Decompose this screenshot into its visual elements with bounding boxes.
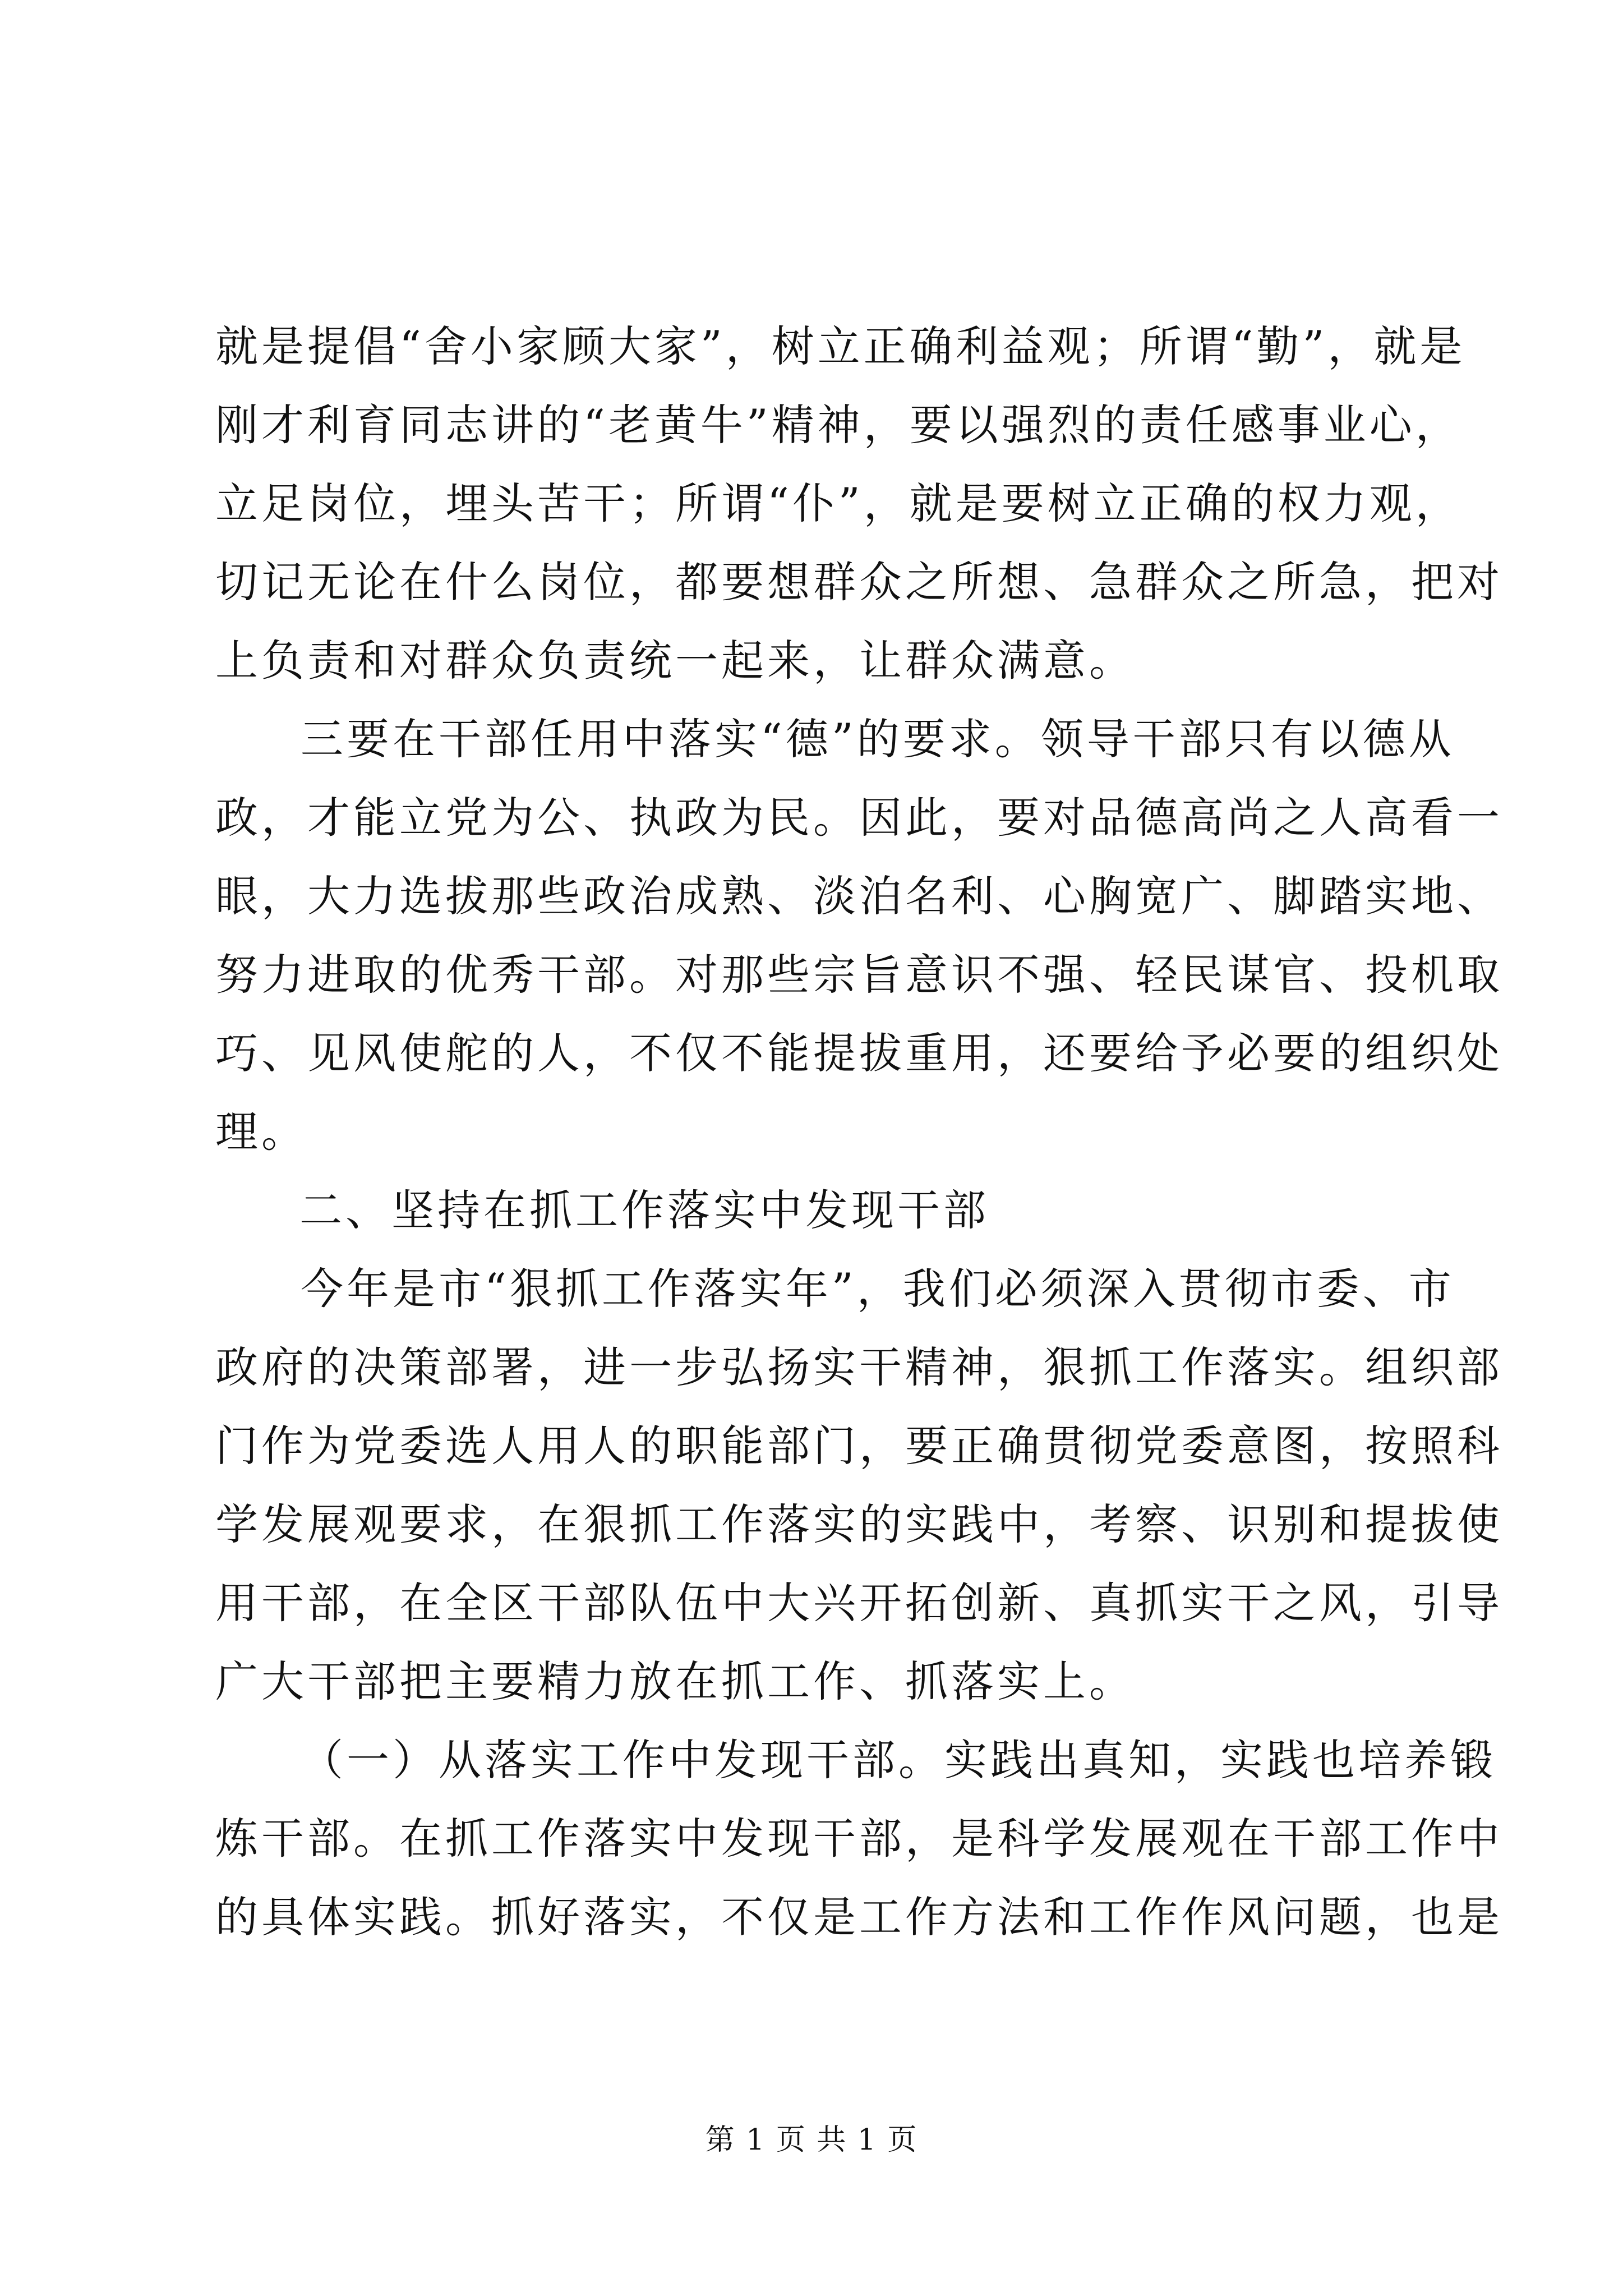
text-line: 努力进取的优秀干部。对那些宗旨意识不强、轻民谋官、投机取 [215,950,1503,1000]
text-line: 就是提倡“舍小家顾大家”，树立正确利益观；所谓“勤”，就是 [215,321,1466,371]
text-line: 政府的决策部署，进一步弘扬实干精神，狠抓工作落实。组织部 [215,1342,1503,1392]
text-line: 理。 [215,1107,307,1157]
text-line: 政，才能立党为公、执政为民。因此，要对品德高尚之人高看一 [215,793,1503,843]
text-line: 炼干部。在抓工作落实中发现干部，是科学发展观在干部工作中 [215,1814,1503,1864]
text-line: 学发展观要求，在狠抓工作落实的实践中，考察、识别和提拔使 [215,1499,1503,1549]
paragraph-start-line: 今年是市“狠抓工作落实年”，我们必须深入贯彻市委、市 [301,1264,1455,1314]
text-line: 眼，大力选拔那些政治成熟、淡泊名利、心胸宽广、脚踏实地、 [215,871,1503,921]
text-line: 用干部，在全区干部队伍中大兴开拓创新、真抓实干之风，引导 [215,1578,1503,1628]
text-line: 的具体实践。抓好落实，不仅是工作方法和工作作风问题，也是 [215,1892,1503,1942]
paragraph-start-line: 三要在干部任用中落实“德”的要求。领导干部只有以德从 [301,714,1455,764]
paragraph-start-line: （一）从落实工作中发现干部。实践出真知，实践也培养锻 [301,1735,1496,1785]
text-line: 刚才利育同志讲的“老黄牛”精神，要以强烈的责任感事业心， [215,400,1461,450]
text-line: 切记无论在什么岗位，都要想群众之所想、急群众之所急，把对 [215,557,1503,607]
section-heading: 二、坚持在抓工作落实中发现干部 [299,1185,989,1235]
text-line: 门作为党委选人用人的职能部门，要正确贯彻党委意图，按照科 [215,1421,1503,1471]
text-line: 巧、见风使舵的人，不仅不能提拔重用，还要给予必要的组织处 [215,1028,1503,1078]
text-line: 广大干部把主要精力放在抓工作、抓落实上。 [215,1657,1135,1706]
text-line: 立足岗位，埋头苦干；所谓“仆”，就是要树立正确的权力观， [215,478,1461,528]
document-body [215,307,1503,1957]
text-line: 上负责和对群众负责统一起来，让群众满意。 [215,636,1135,685]
page-number-footer: 第 1 页 共 1 页 [705,2123,918,2157]
